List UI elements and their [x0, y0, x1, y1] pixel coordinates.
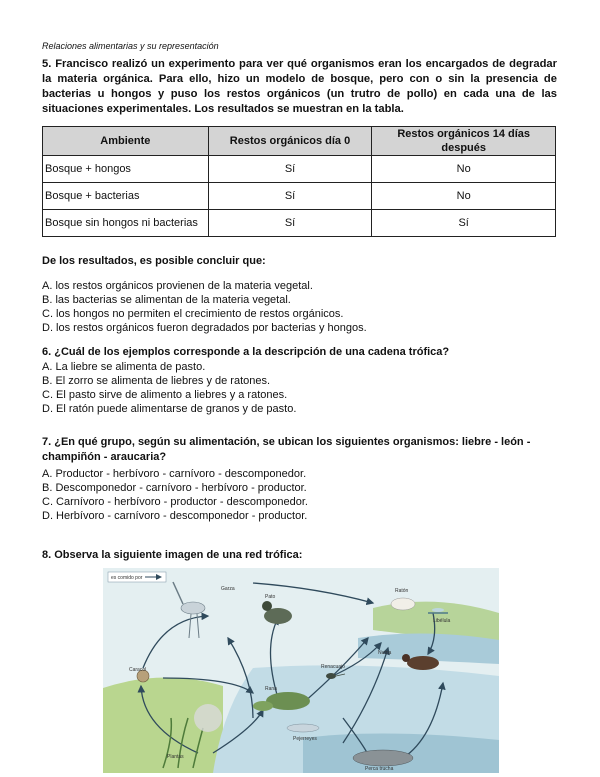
label-garza: Garza [221, 586, 235, 592]
option-a: A. Productor - herbívoro - carnívoro - descomponedor. [42, 468, 307, 480]
question-7-options [42, 467, 308, 523]
table-row [43, 156, 556, 183]
table-cell: Bosque sin hongos ni bacterias [43, 210, 209, 237]
option-c: C. Carnívoro - herbívoro - productor - descomponedor. [42, 496, 308, 508]
trout-icon [353, 750, 413, 766]
question-5-prompt: De los resultados, es posible concluir que: [42, 255, 266, 267]
option-d: D. El ratón puede alimentarse de granos y de pasto. [42, 403, 297, 415]
question-6-options [42, 360, 296, 416]
table-header-cell: Restos orgánicos día 0 [208, 127, 372, 156]
table-cell: Sí [208, 183, 372, 210]
table-cell: No [372, 156, 556, 183]
food-web-illustration [103, 568, 499, 773]
label-libelula: Libélula [433, 618, 451, 624]
table-cell: Bosque + bacterias [43, 183, 209, 210]
silverside-fish-icon [287, 724, 319, 732]
option-b: B. las bacterias se alimentan de la materia vegetal. [42, 294, 291, 306]
table-cell: Sí [372, 210, 556, 237]
table-row [43, 210, 556, 237]
label-renacuajo: Renacuajo [321, 664, 345, 670]
question-5-options [42, 279, 367, 335]
table-header-row [43, 127, 556, 156]
question-7-text: 7. ¿En qué grupo, según su alimentación, se ubican los siguientes organismos: liebre - león - champiñón - araucaria? [42, 436, 531, 463]
page-header: Relaciones alimentarias y su representación [42, 41, 219, 51]
table-header-cell: Ambiente [43, 127, 209, 156]
table-cell: Bosque + hongos [43, 156, 209, 183]
option-d: D. Herbívoro - carnívoro - descomponedor - productor. [42, 510, 308, 522]
option-b: B. El zorro se alimenta de liebres y de ratones. [42, 375, 271, 387]
plankton-icon [194, 704, 222, 732]
table-cell: Sí [208, 210, 372, 237]
label-perca-trucha: Perca trucha [365, 766, 394, 772]
label-raton: Ratón [395, 588, 409, 594]
option-a: A. los restos orgánicos provienen de la materia vegetal. [42, 280, 313, 292]
option-c: C. los hongos no permiten el crecimiento de restos orgánicos. [42, 308, 344, 320]
question-5-number: 5. [42, 58, 52, 70]
table-cell: No [372, 183, 556, 210]
mouse-icon [391, 598, 415, 610]
question-5-text [42, 57, 557, 117]
label-nutria: Nutria [378, 650, 392, 656]
legend-text: es comido por [111, 575, 143, 581]
question-5-body: Francisco realizó un experimento para ver qué organismos eran los encargados de degradar la materia orgánica. Para ello, hizo un modelo de bosque, pero con o sin la presencia de bacterias u hongos y puso los restos orgánicos (un trutro de pollo) en cada una de las situaciones experimentales. Los resultados se muestran en la tabla. [42, 58, 557, 115]
option-b: B. Descomponedor - carnívoro - herbívoro - productor. [42, 482, 307, 494]
label-pato: Pato [265, 594, 276, 600]
label-plantas: Plantas [167, 754, 184, 760]
label-pejerreyes: Pejerreyes [293, 736, 317, 742]
label-caracol: Caracol [129, 667, 147, 673]
results-table [42, 126, 556, 237]
food-web-image [103, 568, 499, 773]
table-cell: Sí [208, 156, 372, 183]
option-c: C. El pasto sirve de alimento a liebres y a ratones. [42, 389, 288, 401]
table-header-cell: Restos orgánicos 14 días después [372, 127, 556, 156]
label-rana: Rana [265, 686, 277, 692]
table-row [43, 183, 556, 210]
question-8-text: 8. Observa la siguiente imagen de una red trófica: [42, 549, 303, 561]
question-6-text: 6. ¿Cuál de los ejemplos corresponde a la descripción de una cadena trófica? [42, 346, 450, 358]
option-a: A. La liebre se alimenta de pasto. [42, 361, 206, 373]
option-d: D. los restos orgánicos fueron degradados por bacterias y hongos. [42, 322, 367, 334]
